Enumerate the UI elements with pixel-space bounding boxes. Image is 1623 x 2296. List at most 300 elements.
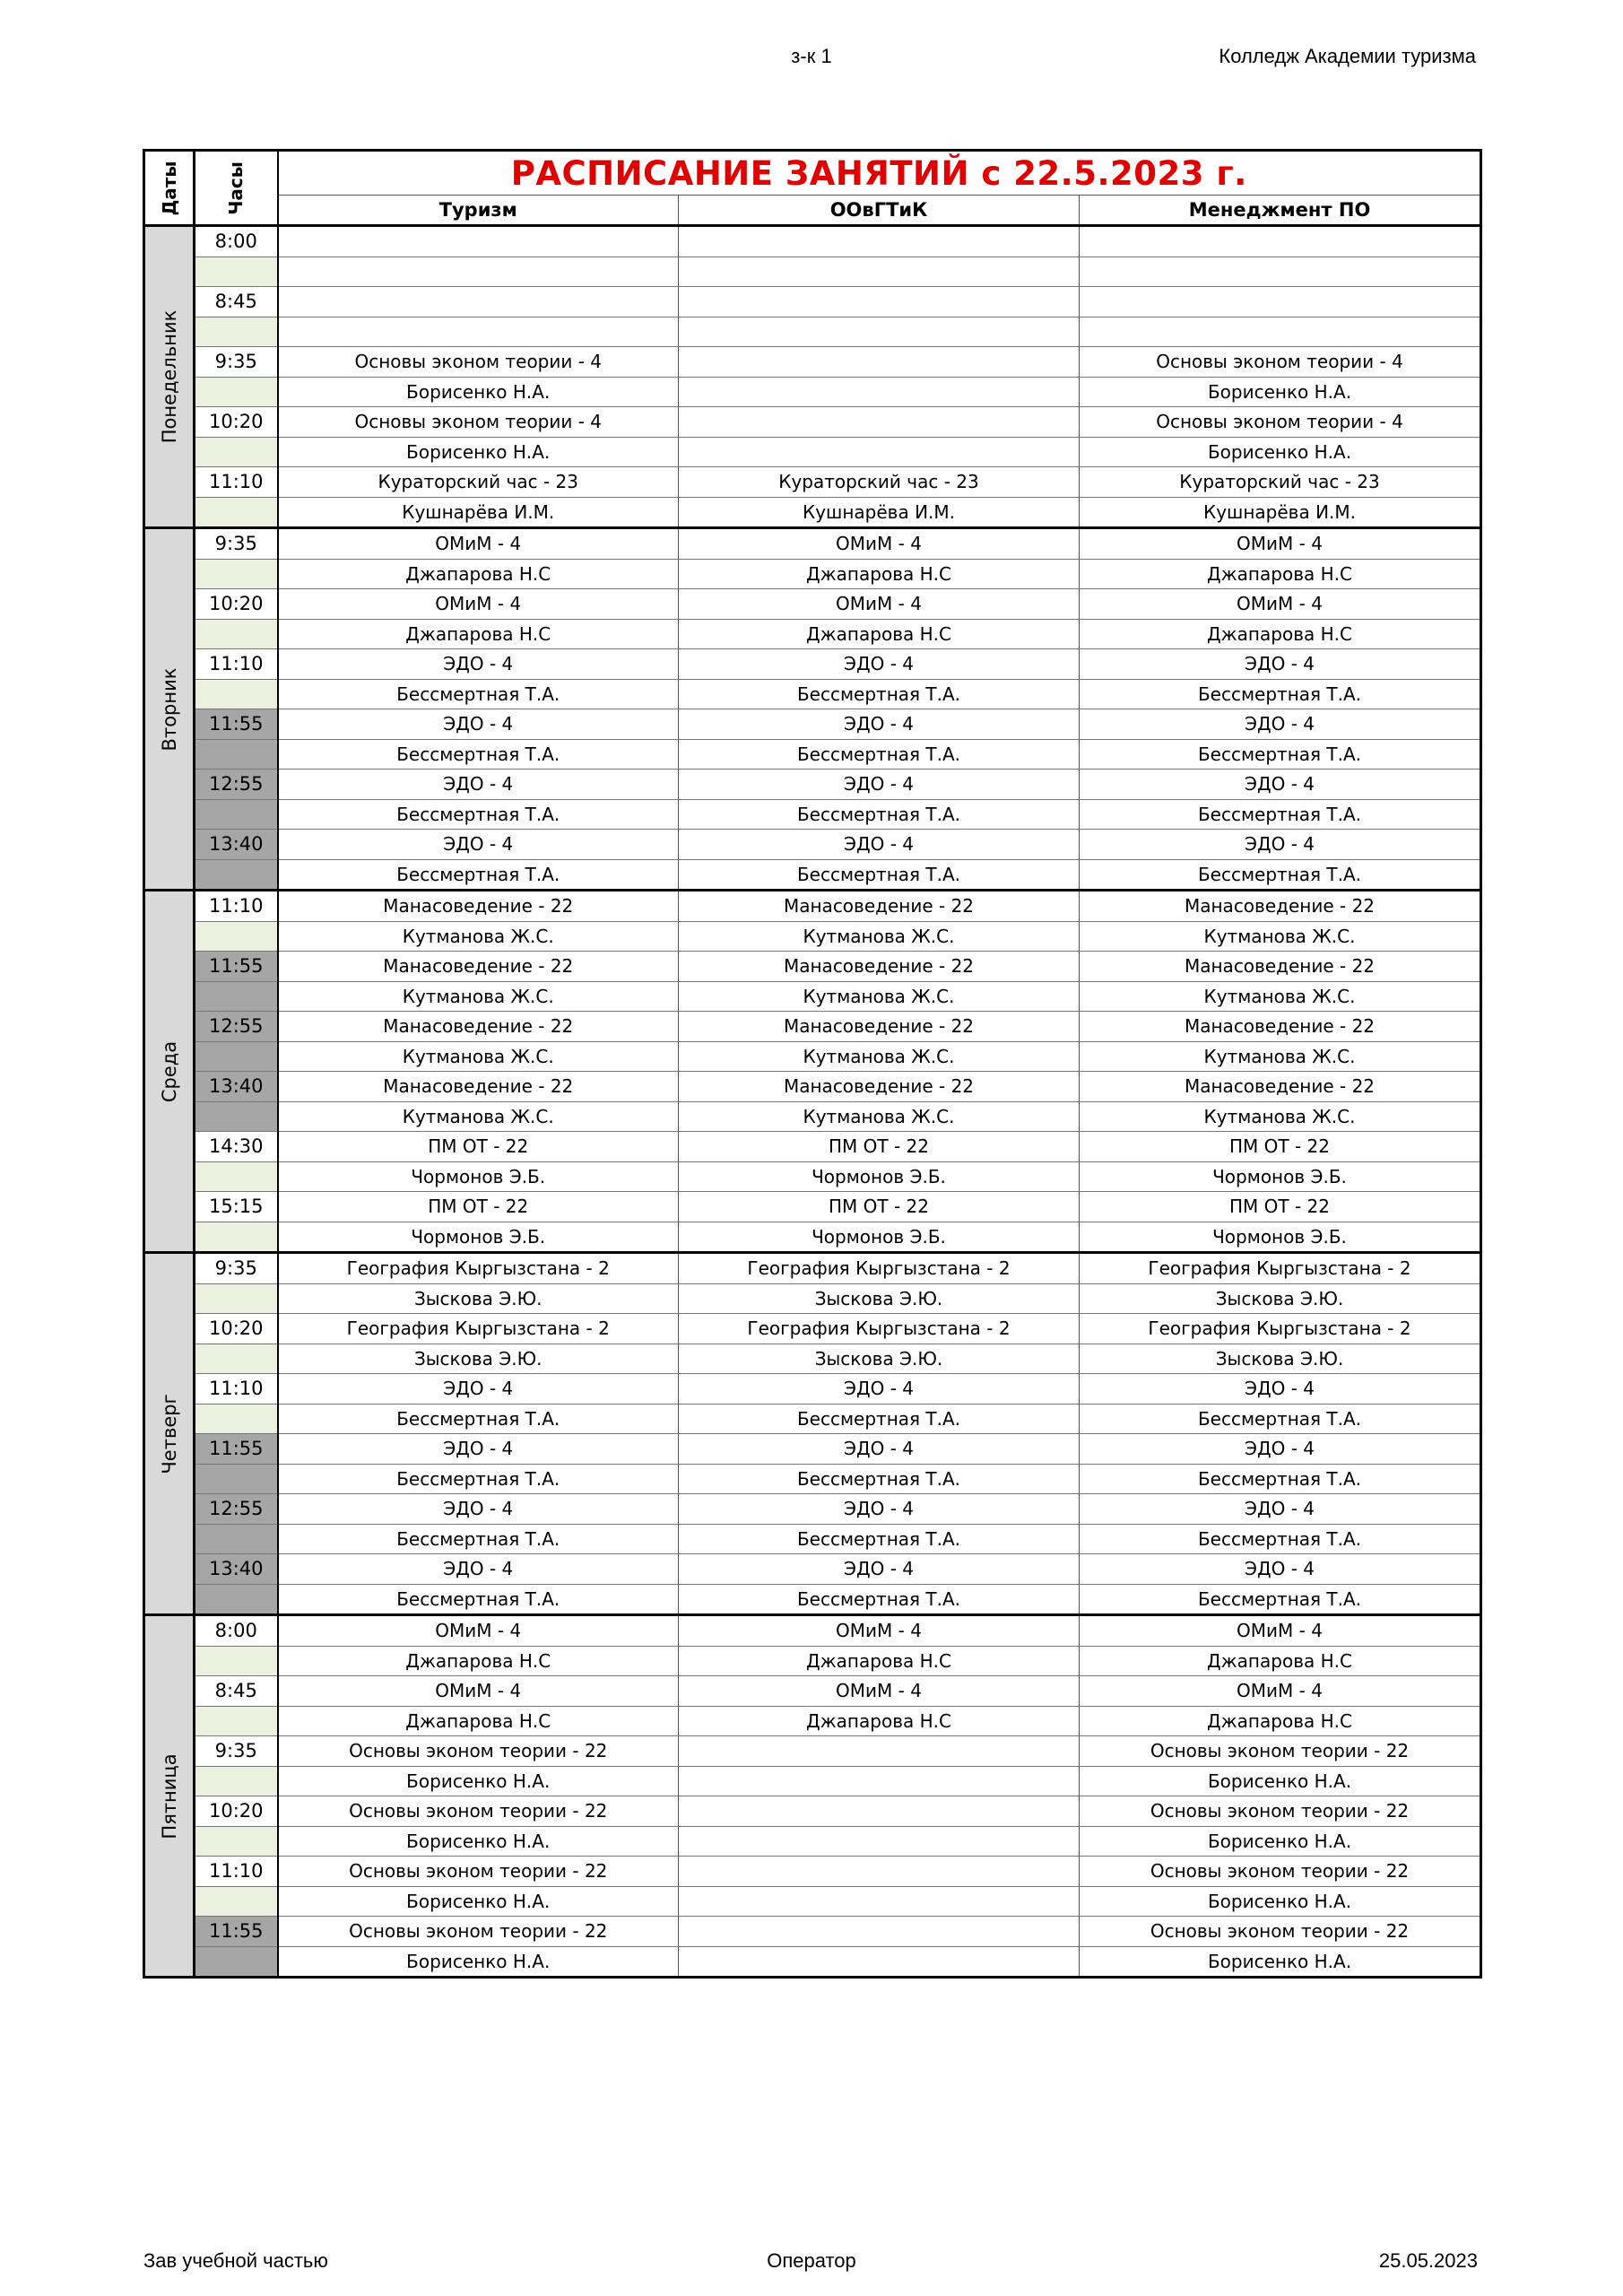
time-slot-sub bbox=[195, 859, 278, 891]
schedule-row bbox=[144, 317, 1481, 347]
schedule-row bbox=[144, 1192, 1481, 1222]
lesson-teacher: Кутманова Ж.С. bbox=[679, 921, 1080, 952]
time-slot-sub bbox=[195, 1464, 278, 1494]
lesson-teacher: Бессмертная Т.А. bbox=[278, 1524, 679, 1554]
lesson-teacher: Борисенко Н.А. bbox=[278, 437, 679, 467]
schedule-row bbox=[144, 1434, 1481, 1465]
lesson-subject: Манасоведение - 22 bbox=[1080, 1072, 1481, 1102]
schedule-row bbox=[144, 921, 1481, 952]
lesson-teacher: Джапарова Н.С bbox=[679, 1646, 1080, 1676]
time-slot-sub bbox=[195, 497, 278, 528]
lesson-teacher: Джапарова Н.С bbox=[1080, 559, 1481, 589]
lesson-subject: ЭДО - 4 bbox=[679, 1434, 1080, 1465]
time-slot-sub bbox=[195, 1404, 278, 1434]
schedule-row bbox=[144, 649, 1481, 680]
schedule-row bbox=[144, 1012, 1481, 1042]
time-slot-sub bbox=[195, 377, 278, 407]
time-slot: 8:45 bbox=[195, 287, 278, 317]
time-slot-sub bbox=[195, 1646, 278, 1676]
lesson-teacher: Кушнарёва И.М. bbox=[1080, 497, 1481, 528]
lesson-subject: ЭДО - 4 bbox=[278, 1554, 679, 1585]
lesson-teacher: Бессмертная Т.А. bbox=[1080, 739, 1481, 770]
schedule-row bbox=[144, 709, 1481, 740]
lesson-subject: ОМиМ - 4 bbox=[679, 1676, 1080, 1707]
schedule-table bbox=[143, 149, 1482, 1979]
time-slot: 11:10 bbox=[195, 1857, 278, 1887]
day-cell bbox=[144, 528, 195, 891]
time-slot: 12:55 bbox=[195, 1012, 278, 1042]
lesson-teacher bbox=[278, 317, 679, 347]
lesson-teacher: Зыскова Э.Ю. bbox=[679, 1283, 1080, 1314]
lesson-subject bbox=[679, 347, 1080, 378]
schedule-body bbox=[144, 226, 1481, 1978]
schedule-row bbox=[144, 377, 1481, 407]
lesson-subject: ЭДО - 4 bbox=[278, 1374, 679, 1405]
time-slot-sub bbox=[195, 1584, 278, 1615]
lesson-subject: ПМ ОТ - 22 bbox=[679, 1132, 1080, 1162]
lesson-teacher: Джапарова Н.С bbox=[1080, 1646, 1481, 1676]
lesson-teacher: Чормонов Э.Б. bbox=[679, 1161, 1080, 1192]
lesson-teacher: Зыскова Э.Ю. bbox=[1080, 1283, 1481, 1314]
lesson-teacher: Борисенко Н.А. bbox=[278, 1766, 679, 1796]
lesson-subject bbox=[679, 287, 1080, 317]
lesson-subject: Манасоведение - 22 bbox=[679, 1072, 1080, 1102]
lesson-subject: ЭДО - 4 bbox=[679, 649, 1080, 680]
time-slot-sub bbox=[195, 1946, 278, 1978]
schedule-row bbox=[144, 1554, 1481, 1585]
lesson-teacher bbox=[278, 257, 679, 287]
lesson-subject: Манасоведение - 22 bbox=[278, 1012, 679, 1042]
lesson-subject: ОМиМ - 4 bbox=[278, 1676, 679, 1707]
time-slot: 11:55 bbox=[195, 1917, 278, 1947]
lesson-subject: Кураторский час - 23 bbox=[679, 467, 1080, 498]
schedule-row bbox=[144, 257, 1481, 287]
schedule-row bbox=[144, 1161, 1481, 1192]
group-header-oovgtik: ООвГТиК bbox=[679, 196, 1080, 226]
lesson-subject: ЭДО - 4 bbox=[1080, 1434, 1481, 1465]
schedule-row bbox=[144, 1524, 1481, 1554]
lesson-teacher bbox=[679, 317, 1080, 347]
lesson-subject: Основы эконом теории - 4 bbox=[1080, 347, 1481, 378]
lesson-subject: ОМиМ - 4 bbox=[1080, 1676, 1481, 1707]
lesson-teacher: Зыскова Э.Ю. bbox=[278, 1283, 679, 1314]
day-cell bbox=[144, 891, 195, 1253]
time-slot: 10:20 bbox=[195, 1314, 278, 1344]
lesson-teacher bbox=[679, 257, 1080, 287]
lesson-subject: ЭДО - 4 bbox=[278, 649, 679, 680]
lesson-teacher: Джапарова Н.С bbox=[679, 1706, 1080, 1736]
lesson-teacher: Джапарова Н.С bbox=[679, 559, 1080, 589]
schedule-row bbox=[144, 1404, 1481, 1434]
lesson-teacher: Кутманова Ж.С. bbox=[1080, 981, 1481, 1012]
lesson-teacher: Чормонов Э.Б. bbox=[278, 1161, 679, 1192]
lesson-teacher: Кушнарёва И.М. bbox=[278, 497, 679, 528]
schedule-row bbox=[144, 287, 1481, 317]
lesson-teacher: Бессмертная Т.А. bbox=[1080, 679, 1481, 709]
schedule-row bbox=[144, 226, 1481, 257]
time-slot-sub bbox=[195, 1886, 278, 1917]
lesson-teacher: Джапарова Н.С bbox=[278, 559, 679, 589]
lesson-subject: ПМ ОТ - 22 bbox=[278, 1132, 679, 1162]
time-slot: 8:00 bbox=[195, 226, 278, 257]
lesson-subject: Основы эконом теории - 22 bbox=[278, 1736, 679, 1767]
lesson-teacher: Зыскова Э.Ю. bbox=[1080, 1344, 1481, 1374]
lesson-subject bbox=[679, 1736, 1080, 1767]
lesson-subject: Основы эконом теории - 4 bbox=[1080, 407, 1481, 438]
day-label: Понедельник bbox=[158, 309, 180, 444]
schedule-title: РАСПИСАНИЕ ЗАНЯТИЙ с 22.5.2023 г. bbox=[278, 151, 1481, 196]
schedule-row bbox=[144, 1222, 1481, 1253]
schedule-row bbox=[144, 1374, 1481, 1405]
lesson-teacher: Кутманова Ж.С. bbox=[278, 1041, 679, 1072]
lesson-subject: ЭДО - 4 bbox=[679, 1494, 1080, 1525]
time-slot: 10:20 bbox=[195, 589, 278, 620]
lesson-subject: Кураторский час - 23 bbox=[1080, 467, 1481, 498]
lesson-teacher: Борисенко Н.А. bbox=[1080, 377, 1481, 407]
time-slot: 13:40 bbox=[195, 1072, 278, 1102]
lesson-subject: География Кыргызстана - 2 bbox=[679, 1314, 1080, 1344]
time-slot: 9:35 bbox=[195, 1253, 278, 1284]
time-slot: 12:55 bbox=[195, 770, 278, 800]
lesson-teacher: Кутманова Ж.С. bbox=[278, 1101, 679, 1132]
lesson-subject bbox=[1080, 226, 1481, 257]
time-slot: 12:55 bbox=[195, 1494, 278, 1525]
day-cell bbox=[144, 226, 195, 528]
lesson-teacher: Бессмертная Т.А. bbox=[1080, 1464, 1481, 1494]
lesson-subject: Основы эконом теории - 22 bbox=[278, 1917, 679, 1947]
lesson-subject: Основы эконом теории - 22 bbox=[278, 1796, 679, 1827]
date-column-header bbox=[144, 151, 195, 226]
time-slot: 15:15 bbox=[195, 1192, 278, 1222]
date-column-header-label: Даты bbox=[158, 161, 180, 215]
lesson-subject bbox=[679, 1857, 1080, 1887]
schedule-row bbox=[144, 1283, 1481, 1314]
lesson-teacher: Борисенко Н.А. bbox=[1080, 437, 1481, 467]
lesson-subject: Основы эконом теории - 22 bbox=[278, 1857, 679, 1887]
lesson-teacher: Кутманова Ж.С. bbox=[1080, 1101, 1481, 1132]
lesson-subject: География Кыргызстана - 2 bbox=[679, 1253, 1080, 1284]
schedule-row bbox=[144, 1344, 1481, 1374]
lesson-subject: ЭДО - 4 bbox=[278, 830, 679, 860]
time-slot: 9:35 bbox=[195, 347, 278, 378]
time-slot-sub bbox=[195, 1524, 278, 1554]
lesson-subject: Манасоведение - 22 bbox=[278, 952, 679, 982]
lesson-subject: ОМиМ - 4 bbox=[1080, 589, 1481, 620]
day-label: Четверг bbox=[158, 1393, 180, 1474]
lesson-teacher: Борисенко Н.А. bbox=[278, 1946, 679, 1978]
time-slot-sub bbox=[195, 1161, 278, 1192]
lesson-subject: ЭДО - 4 bbox=[278, 1494, 679, 1525]
lesson-subject: Манасоведение - 22 bbox=[679, 1012, 1080, 1042]
lesson-teacher bbox=[679, 1826, 1080, 1857]
schedule-row bbox=[144, 1314, 1481, 1344]
lesson-subject: ЭДО - 4 bbox=[1080, 1374, 1481, 1405]
footer-signature-head: Зав учебной частью bbox=[143, 2249, 328, 2272]
lesson-teacher: Джапарова Н.С bbox=[1080, 1706, 1481, 1736]
lesson-teacher: Бессмертная Т.А. bbox=[1080, 1584, 1481, 1615]
group-header-tourism: Туризм bbox=[278, 196, 679, 226]
day-cell bbox=[144, 1615, 195, 1978]
lesson-subject: ПМ ОТ - 22 bbox=[1080, 1132, 1481, 1162]
schedule-row bbox=[144, 891, 1481, 922]
lesson-subject bbox=[679, 407, 1080, 438]
lesson-teacher bbox=[1080, 317, 1481, 347]
lesson-subject: Основы эконом теории - 22 bbox=[1080, 1736, 1481, 1767]
schedule-row bbox=[144, 1615, 1481, 1647]
lesson-teacher bbox=[679, 1886, 1080, 1917]
schedule-row bbox=[144, 437, 1481, 467]
lesson-subject: ЭДО - 4 bbox=[278, 1434, 679, 1465]
lesson-teacher: Борисенко Н.А. bbox=[278, 377, 679, 407]
schedule-row bbox=[144, 497, 1481, 528]
lesson-teacher: Бессмертная Т.А. bbox=[278, 1584, 679, 1615]
schedule-row bbox=[144, 770, 1481, 800]
schedule-row bbox=[144, 467, 1481, 498]
schedule-row bbox=[144, 1796, 1481, 1827]
lesson-subject: ОМиМ - 4 bbox=[278, 1615, 679, 1647]
lesson-subject: ОМиМ - 4 bbox=[1080, 1615, 1481, 1647]
schedule-row bbox=[144, 830, 1481, 860]
lesson-teacher: Бессмертная Т.А. bbox=[679, 799, 1080, 830]
lesson-subject: ЭДО - 4 bbox=[1080, 770, 1481, 800]
lesson-teacher: Бессмертная Т.А. bbox=[1080, 799, 1481, 830]
schedule-row bbox=[144, 1676, 1481, 1707]
lesson-teacher: Зыскова Э.Ю. bbox=[278, 1344, 679, 1374]
schedule-row bbox=[144, 1857, 1481, 1887]
time-slot-sub bbox=[195, 679, 278, 709]
lesson-teacher: Кушнарёва И.М. bbox=[679, 497, 1080, 528]
schedule-row bbox=[144, 1101, 1481, 1132]
lesson-subject: Основы эконом теории - 22 bbox=[1080, 1857, 1481, 1887]
lesson-teacher: Джапарова Н.С bbox=[679, 619, 1080, 649]
lesson-subject bbox=[278, 226, 679, 257]
page-header-center: з-к 1 bbox=[791, 45, 832, 67]
time-slot: 11:55 bbox=[195, 952, 278, 982]
schedule-row bbox=[144, 1886, 1481, 1917]
lesson-teacher: Бессмертная Т.А. bbox=[278, 799, 679, 830]
lesson-teacher: Кутманова Ж.С. bbox=[679, 1041, 1080, 1072]
lesson-teacher: Бессмертная Т.А. bbox=[1080, 859, 1481, 891]
schedule-row bbox=[144, 1917, 1481, 1947]
time-slot-sub bbox=[195, 1826, 278, 1857]
lesson-subject: Манасоведение - 22 bbox=[278, 1072, 679, 1102]
schedule-row bbox=[144, 528, 1481, 560]
schedule-row bbox=[144, 739, 1481, 770]
lesson-teacher: Зыскова Э.Ю. bbox=[679, 1344, 1080, 1374]
lesson-subject: ОМиМ - 4 bbox=[278, 589, 679, 620]
time-slot-sub bbox=[195, 1766, 278, 1796]
time-slot-sub bbox=[195, 1706, 278, 1736]
schedule-row bbox=[144, 679, 1481, 709]
time-column-header bbox=[195, 151, 278, 226]
lesson-subject: ЭДО - 4 bbox=[278, 770, 679, 800]
lesson-subject: ЭДО - 4 bbox=[679, 1554, 1080, 1585]
schedule-row bbox=[144, 619, 1481, 649]
lesson-subject: География Кыргызстана - 2 bbox=[278, 1253, 679, 1284]
lesson-teacher: Бессмертная Т.А. bbox=[679, 1584, 1080, 1615]
lesson-subject: ЭДО - 4 bbox=[1080, 709, 1481, 740]
lesson-subject bbox=[679, 226, 1080, 257]
time-slot-sub bbox=[195, 1041, 278, 1072]
day-label: Вторник bbox=[158, 667, 180, 751]
lesson-teacher: Джапарова Н.С bbox=[1080, 619, 1481, 649]
lesson-subject bbox=[1080, 287, 1481, 317]
lesson-teacher: Чормонов Э.Б. bbox=[679, 1222, 1080, 1253]
lesson-teacher: Борисенко Н.А. bbox=[1080, 1946, 1481, 1978]
lesson-subject: ЭДО - 4 bbox=[679, 1374, 1080, 1405]
lesson-subject: Основы эконом теории - 22 bbox=[1080, 1917, 1481, 1947]
lesson-teacher: Чормонов Э.Б. bbox=[278, 1222, 679, 1253]
lesson-teacher: Джапарова Н.С bbox=[278, 1706, 679, 1736]
lesson-teacher: Борисенко Н.А. bbox=[1080, 1826, 1481, 1857]
lesson-teacher: Бессмертная Т.А. bbox=[679, 679, 1080, 709]
footer-operator: Оператор bbox=[767, 2249, 856, 2272]
group-header-management: Менеджмент ПО bbox=[1080, 196, 1481, 226]
lesson-teacher bbox=[679, 437, 1080, 467]
lesson-subject: ПМ ОТ - 22 bbox=[1080, 1192, 1481, 1222]
lesson-subject: ОМиМ - 4 bbox=[1080, 528, 1481, 560]
time-slot: 11:55 bbox=[195, 709, 278, 740]
lesson-subject: Основы эконом теории - 22 bbox=[1080, 1796, 1481, 1827]
lesson-teacher: Бессмертная Т.А. bbox=[278, 739, 679, 770]
day-label: Пятница bbox=[158, 1752, 180, 1839]
lesson-teacher: Бессмертная Т.А. bbox=[1080, 1404, 1481, 1434]
time-slot-sub bbox=[195, 739, 278, 770]
lesson-subject: ОМиМ - 4 bbox=[679, 1615, 1080, 1647]
lesson-subject: ЭДО - 4 bbox=[679, 830, 1080, 860]
schedule-row bbox=[144, 407, 1481, 438]
schedule-row bbox=[144, 952, 1481, 982]
lesson-subject: ЭДО - 4 bbox=[1080, 1494, 1481, 1525]
lesson-subject: Манасоведение - 22 bbox=[679, 952, 1080, 982]
lesson-subject: ОМиМ - 4 bbox=[679, 528, 1080, 560]
time-slot: 13:40 bbox=[195, 1554, 278, 1585]
lesson-teacher bbox=[679, 1766, 1080, 1796]
day-cell bbox=[144, 1253, 195, 1615]
time-slot: 11:55 bbox=[195, 1434, 278, 1465]
schedule-row bbox=[144, 1072, 1481, 1102]
lesson-teacher: Борисенко Н.А. bbox=[1080, 1886, 1481, 1917]
time-slot: 11:10 bbox=[195, 1374, 278, 1405]
lesson-teacher bbox=[1080, 257, 1481, 287]
lesson-teacher: Бессмертная Т.А. bbox=[278, 859, 679, 891]
lesson-teacher: Джапарова Н.С bbox=[278, 619, 679, 649]
lesson-subject: ЭДО - 4 bbox=[278, 709, 679, 740]
lesson-teacher: Бессмертная Т.А. bbox=[679, 1404, 1080, 1434]
schedule-row bbox=[144, 1706, 1481, 1736]
schedule-row bbox=[144, 1132, 1481, 1162]
time-slot-sub bbox=[195, 437, 278, 467]
schedule-row bbox=[144, 1464, 1481, 1494]
time-slot: 11:10 bbox=[195, 649, 278, 680]
time-slot-sub bbox=[195, 257, 278, 287]
time-slot-sub bbox=[195, 1283, 278, 1314]
lesson-subject bbox=[679, 1796, 1080, 1827]
lesson-teacher: Чормонов Э.Б. bbox=[1080, 1222, 1481, 1253]
time-slot: 11:10 bbox=[195, 467, 278, 498]
lesson-teacher: Бессмертная Т.А. bbox=[278, 1404, 679, 1434]
lesson-subject: Манасоведение - 22 bbox=[1080, 891, 1481, 922]
lesson-subject: ОМиМ - 4 bbox=[278, 528, 679, 560]
lesson-teacher: Кутманова Ж.С. bbox=[1080, 1041, 1481, 1072]
lesson-teacher: Бессмертная Т.А. bbox=[679, 1524, 1080, 1554]
schedule-row bbox=[144, 1736, 1481, 1767]
lesson-subject: ЭДО - 4 bbox=[679, 770, 1080, 800]
time-slot: 9:35 bbox=[195, 528, 278, 560]
lesson-subject: ЭДО - 4 bbox=[1080, 830, 1481, 860]
lesson-teacher: Чормонов Э.Б. bbox=[1080, 1161, 1481, 1192]
lesson-subject: ПМ ОТ - 22 bbox=[278, 1192, 679, 1222]
schedule-row bbox=[144, 799, 1481, 830]
time-slot-sub bbox=[195, 1222, 278, 1253]
lesson-teacher: Бессмертная Т.А. bbox=[679, 1464, 1080, 1494]
lesson-teacher: Кутманова Ж.С. bbox=[278, 921, 679, 952]
lesson-subject: Манасоведение - 22 bbox=[1080, 1012, 1481, 1042]
lesson-teacher: Кутманова Ж.С. bbox=[679, 981, 1080, 1012]
time-slot-sub bbox=[195, 799, 278, 830]
time-slot: 8:00 bbox=[195, 1615, 278, 1647]
lesson-teacher: Бессмертная Т.А. bbox=[679, 859, 1080, 891]
schedule-row bbox=[144, 1766, 1481, 1796]
time-slot: 10:20 bbox=[195, 1796, 278, 1827]
lesson-subject: География Кыргызстана - 2 bbox=[278, 1314, 679, 1344]
time-slot: 11:10 bbox=[195, 891, 278, 922]
lesson-subject: Манасоведение - 22 bbox=[679, 891, 1080, 922]
lesson-teacher: Бессмертная Т.А. bbox=[679, 739, 1080, 770]
lesson-teacher: Бессмертная Т.А. bbox=[278, 679, 679, 709]
schedule-row bbox=[144, 347, 1481, 378]
time-column-header-label: Часы bbox=[225, 161, 247, 215]
lesson-subject: География Кыргызстана - 2 bbox=[1080, 1314, 1481, 1344]
time-slot-sub bbox=[195, 981, 278, 1012]
lesson-teacher: Кутманова Ж.С. bbox=[679, 1101, 1080, 1132]
schedule-row bbox=[144, 1646, 1481, 1676]
lesson-teacher bbox=[679, 377, 1080, 407]
time-slot-sub bbox=[195, 619, 278, 649]
lesson-subject bbox=[679, 1917, 1080, 1947]
schedule-row bbox=[144, 1946, 1481, 1978]
time-slot: 13:40 bbox=[195, 830, 278, 860]
lesson-subject: ОМиМ - 4 bbox=[679, 589, 1080, 620]
schedule-row bbox=[144, 1253, 1481, 1284]
schedule-row bbox=[144, 559, 1481, 589]
lesson-subject: Манасоведение - 22 bbox=[1080, 952, 1481, 982]
lesson-subject: ЭДО - 4 bbox=[679, 709, 1080, 740]
time-slot-sub bbox=[195, 559, 278, 589]
page-header-right: Колледж Академии туризма bbox=[1219, 45, 1476, 67]
lesson-subject: Основы эконом теории - 4 bbox=[278, 347, 679, 378]
lesson-teacher: Кутманова Ж.С. bbox=[278, 981, 679, 1012]
lesson-subject: ПМ ОТ - 22 bbox=[679, 1192, 1080, 1222]
time-slot: 10:20 bbox=[195, 407, 278, 438]
time-slot: 8:45 bbox=[195, 1676, 278, 1707]
lesson-teacher: Борисенко Н.А. bbox=[1080, 1766, 1481, 1796]
lesson-subject: Кураторский час - 23 bbox=[278, 467, 679, 498]
schedule-row bbox=[144, 1584, 1481, 1615]
lesson-subject: Основы эконом теории - 4 bbox=[278, 407, 679, 438]
time-slot-sub bbox=[195, 1101, 278, 1132]
time-slot: 9:35 bbox=[195, 1736, 278, 1767]
lesson-subject bbox=[278, 287, 679, 317]
lesson-subject: География Кыргызстана - 2 bbox=[1080, 1253, 1481, 1284]
schedule-row bbox=[144, 859, 1481, 891]
time-slot-sub bbox=[195, 921, 278, 952]
schedule-row bbox=[144, 981, 1481, 1012]
schedule-row bbox=[144, 1041, 1481, 1072]
lesson-teacher: Борисенко Н.А. bbox=[278, 1826, 679, 1857]
day-label: Среда bbox=[158, 1040, 180, 1102]
lesson-subject: ЭДО - 4 bbox=[1080, 1554, 1481, 1585]
